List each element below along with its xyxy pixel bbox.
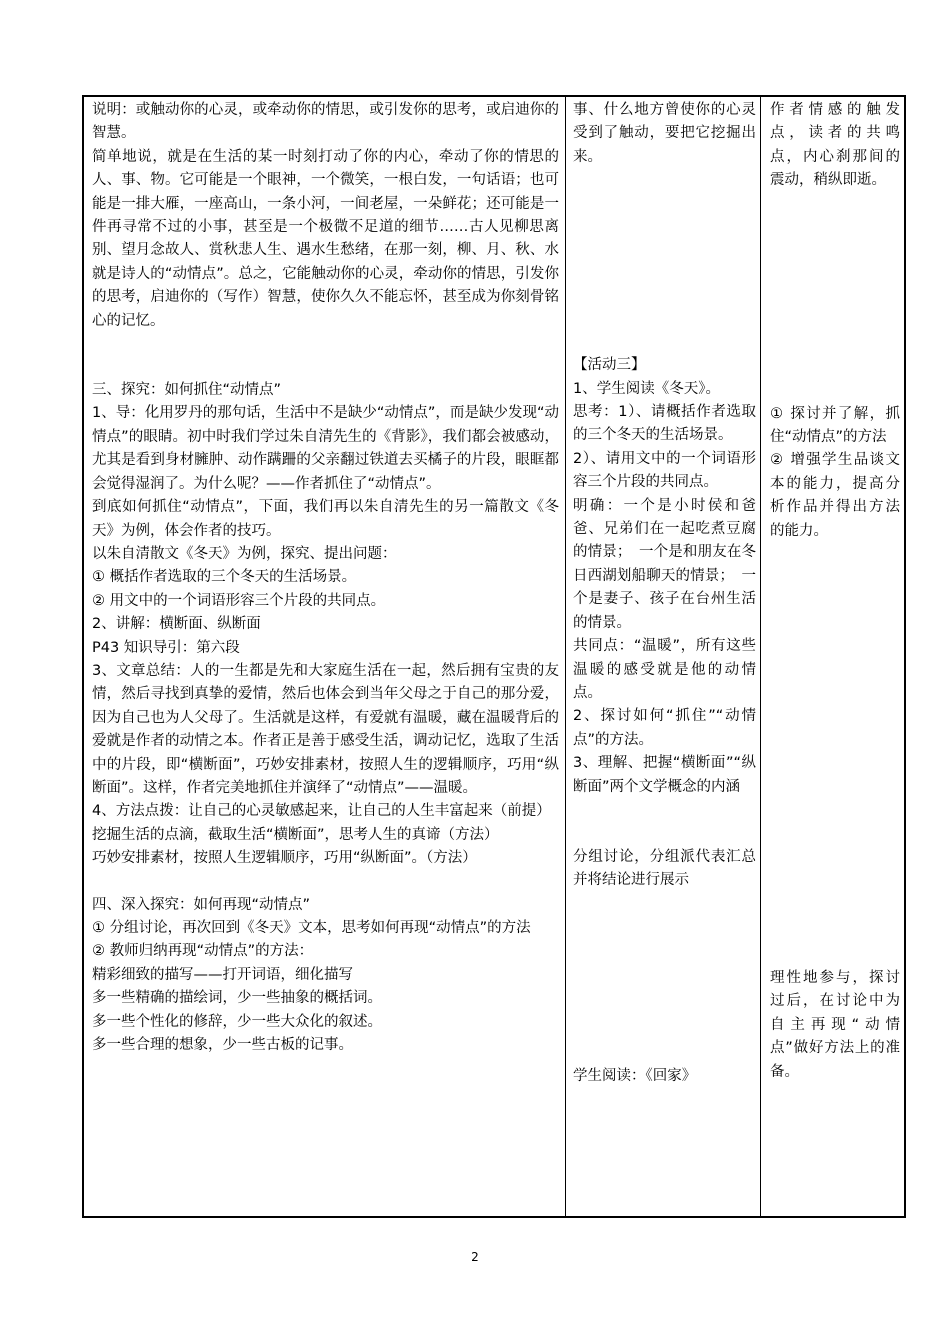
paragraph: 3、文章总结：人的一生都是先和大家庭生活在一起，然后拥有宝贵的友情，然后寻找到真挚的爱情，然后也体会到当年父母之于自己的那分爱，因为自己也为人父母了。生活就是这样，有爱就有温暖，藏在温暖背后的爱就是作者的动情之本。作者正是善于感受生活，调动记忆，选取了生活中的片段，即“横断面”，巧妙安排素材，按照人生的逻辑顺序，巧用“纵断面”。这样，作者完美地抓住并演绎了“动情点”——温暖。	[92, 662, 559, 796]
list-item: ① 概括作者选取的三个冬天的生活场景。	[92, 569, 357, 586]
paragraph: 多一些个性化的修辞，少一些大众化的叙述。	[92, 1013, 382, 1030]
paragraph: 明确：一个是小时侯和爸爸、兄弟们在一起吃煮豆腐的情景； 一个是和朋友在冬日西湖划船聊天的情景； 一个是妻子、孩子在台州生活的情景。	[573, 497, 756, 631]
paragraph: 4、方法点拨：让自己的心灵敏感起来，让自己的人生丰富起来（前提）	[92, 803, 551, 820]
page-number: 2	[471, 1250, 479, 1264]
paragraph: 分组讨论，分组派代表汇总并将结论进行展示	[573, 848, 756, 889]
paragraph: 简单地说，就是在生活的某一时刻打动了你的内心，牵动了你的情思的人、事、物。它可能是一个眼神，一个微笑，一根白发，一句话语；也可能是一排大雁，一座高山，一条小河，一间老屋，一朵鲜花；还可能是一件再寻常不过的小事，甚至是一个极微不足道的细节……古人见柳思离别、望月念故人、赏秋悲人生、遇水生愁绪，在那一刻，柳、月、秋、水就是诗人的“动情点”。总之，它能触动你的心灵，牵动你的情思，引发你的思考，启迪你的（写作）智慧，使你久久不能忘怀，甚至成为你刻骨铭心的记忆。	[92, 148, 559, 329]
paragraph: 多一些精确的描绘词，少一些抽象的概括词。	[92, 990, 382, 1007]
paragraph: 学生阅读：《回家》	[573, 1067, 697, 1084]
paragraph: 2、讲解：横断面、纵断面	[92, 616, 261, 633]
activity-title: 【活动三】	[573, 357, 646, 374]
paragraph: 理性地参与，探讨过后，在讨论中为自主再现“动情点”做好方法上的准备。	[770, 970, 900, 1080]
paragraph: 以朱自清散文《冬天》为例，探究、提出问题：	[92, 545, 397, 562]
paragraph: 2、探讨如何“抓住”“动情点”的方法。	[573, 708, 756, 748]
lesson-plan-table	[82, 95, 906, 1218]
paragraph: P43 知识导引：第六段	[92, 639, 240, 656]
section-heading: 三、探究：如何抓住“动情点”	[92, 382, 282, 399]
teaching-content-column	[84, 97, 566, 1216]
paragraph: 精彩细致的描写——打开词语，细化描写	[92, 966, 353, 983]
paragraph: 共同点：“温暖”，所有这些温暖的感受就是他的动情点。	[573, 638, 756, 701]
paragraph: 多一些合理的想象，少一些古板的记事。	[92, 1037, 353, 1054]
list-item: ① 分组讨论，再次回到《冬天》文本，思考如何再现“动情点”的方法	[92, 920, 531, 936]
paragraph: ② 增强学生品谈文本的能力，提高分析作品并得出方法的能力。	[770, 452, 900, 539]
paragraph: 到底如何抓住“动情点”，下面，我们再以朱自清先生的另一篇散文《冬天》为例，体会作者的技巧。	[92, 499, 559, 539]
list-item: ② 教师归纳再现“动情点”的方法：	[92, 943, 314, 960]
student-activity-column	[566, 97, 761, 1216]
paragraph: 说明：或触动你的心灵，或牵动你的情思，或引发你的思考，或启迪你的智慧。	[92, 102, 559, 142]
paragraph: 挖掘生活的点滴，截取生活“横断面”，思考人生的真谛（方法）	[92, 826, 499, 843]
paragraph: 巧妙安排素材，按照人生逻辑顺序，巧用“纵断面”。（方法）	[92, 850, 477, 867]
design-intent-column	[761, 97, 904, 1216]
paragraph: 1、导：化用罗丹的那句话，生活中不是缺少“动情点”，而是缺少发现“动情点”的眼睛。初中时我们学过朱自清先生的《背影》，我们都会被感动，尤其是看到身材臃肿、动作蹒跚的父亲翻过铁道去买橘子的片段，眼眶都会觉得湿润了。为什么呢？——作者抓住了“动情点”。	[92, 405, 559, 492]
list-item: ② 用文中的一个词语形容三个片段的共同点。	[92, 592, 386, 609]
section-heading: 四、深入探究：如何再现“动情点”	[92, 896, 311, 913]
paragraph: 3、理解、把握“横断面”“纵断面”两个文学概念的内涵	[573, 755, 756, 795]
paragraph: 事、什么地方曾使你的心灵受到了触动，要把它挖掘出来。	[573, 102, 756, 165]
paragraph: 1、学生阅读《冬天》。	[573, 380, 720, 397]
paragraph: ① 探讨并了解，抓住“动情点”的方法	[770, 405, 900, 446]
paragraph: 作者情感的触发点，读者的共鸣点，内心刹那间的震动，稍纵即逝。	[770, 102, 900, 189]
paragraph: 思考：1）、请概括作者选取的三个冬天的生活场景。	[573, 404, 756, 444]
paragraph: 2）、请用文中的一个词语形容三个片段的共同点。	[573, 450, 756, 491]
